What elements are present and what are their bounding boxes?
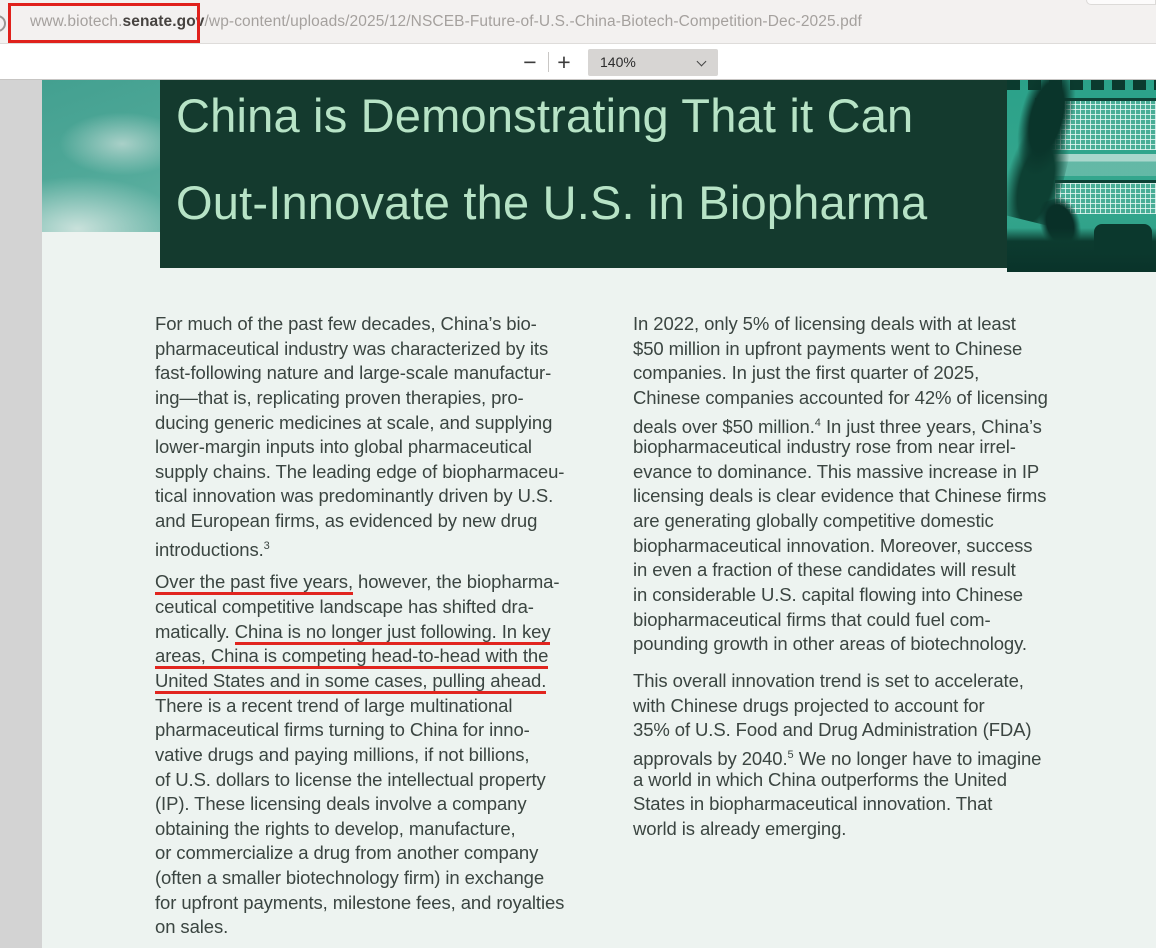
text-segment: on sales.: [155, 916, 229, 938]
text-line: [633, 669, 1048, 694]
text-segment: There is a recent trend of large multinational: [155, 694, 513, 716]
paragraph: [633, 669, 1048, 841]
text-line: [633, 768, 1048, 793]
text-segment: We no longer have to imagine: [793, 747, 1042, 769]
text-segment: (IP). These licensing deals involve a company: [155, 793, 527, 815]
body-column-left: [155, 312, 564, 940]
text-segment: matically.: [155, 620, 235, 642]
text-segment: approvals by 2040.: [633, 747, 788, 769]
text-line: [155, 312, 564, 337]
text-line: [155, 644, 564, 669]
paragraph: [155, 570, 564, 940]
text-segment: In 2022, only 5% of licensing deals with at least: [633, 313, 1016, 334]
browser-tab-remnant: [1086, 0, 1156, 5]
text-segment: of U.S. dollars to license the intellectual property: [155, 768, 546, 790]
text-segment: For much of the past few decades, China’s bio-: [155, 313, 537, 334]
text-line: [633, 509, 1048, 534]
text-line: [155, 792, 564, 817]
text-line: [633, 583, 1048, 608]
browser-url-bar[interactable]: [0, 0, 1156, 44]
photo-detail: [1094, 224, 1152, 254]
text-segment: pharmaceutical industry was characterized by its: [155, 337, 549, 359]
text-segment: ing—that is, replicating proven therapies, pro-: [155, 386, 524, 408]
text-line: [155, 386, 564, 411]
footnote-ref: 3: [263, 539, 270, 552]
text-line: [633, 608, 1048, 633]
text-line: [155, 534, 564, 559]
text-segment: deals over $50 million.: [633, 415, 815, 437]
text-segment: (often a smaller biotechnology firm) in exchange: [155, 867, 545, 889]
text-line: [633, 694, 1048, 719]
text-segment: licensing deals is clear evidence that Chinese firms: [633, 485, 1047, 507]
text-line: [155, 361, 564, 386]
text-segment: ducing generic medicines at scale, and supplying: [155, 411, 553, 433]
text-segment: companies. In just the first quarter of 2025,: [633, 362, 980, 384]
chevron-down-icon: [697, 57, 707, 67]
pdf-viewer[interactable]: [0, 80, 1156, 948]
text-line: [155, 718, 564, 743]
text-segment: or commercialize a drug from another company: [155, 842, 539, 864]
red-underlined-text: United States and in some cases, pulling ahead.: [155, 670, 546, 694]
reload-icon[interactable]: [0, 15, 6, 32]
zoom-out-button[interactable]: −: [519, 47, 541, 77]
header-photo-left: [42, 80, 160, 232]
zoom-level-select[interactable]: [588, 49, 718, 76]
body-column-right: [633, 312, 1048, 841]
text-line: [155, 620, 564, 645]
zoom-level-value: 140%: [600, 54, 636, 70]
text-line: [633, 718, 1048, 743]
text-line: [155, 866, 564, 891]
text-segment: pharmaceutical firms turning to China for inno-: [155, 719, 530, 741]
page-title-line-1: China is Demonstrating That it Can: [176, 89, 914, 142]
red-underlined-text: Over the past five years,: [155, 571, 353, 595]
paragraph: [155, 312, 564, 558]
text-line: [633, 361, 1048, 386]
text-line: [155, 768, 564, 793]
text-segment: vative drugs and paying millions, if not billions,: [155, 743, 530, 765]
text-line: [155, 411, 564, 436]
zoom-in-button[interactable]: +: [553, 47, 575, 77]
text-line: [155, 841, 564, 866]
text-line: [633, 484, 1048, 509]
text-line: [155, 460, 564, 485]
text-segment: 35% of U.S. Food and Drug Administration (FDA): [633, 719, 1032, 741]
toolbar-divider: [548, 52, 549, 72]
text-segment: in even a fraction of these candidates will result: [633, 559, 1016, 581]
red-underlined-text: China is no longer just following. In key: [235, 621, 551, 645]
text-segment: evance to dominance. This massive increase in IP: [633, 460, 1040, 482]
text-segment: Chinese companies accounted for 42% of licensing: [633, 386, 1048, 408]
text-segment: biopharmaceutical firms that could fuel com-: [633, 608, 991, 630]
text-line: [633, 337, 1048, 362]
text-segment: $50 million in upfront payments went to Chinese: [633, 337, 1023, 359]
page-title-line-2: Out-Innovate the U.S. in Biopharma: [176, 176, 928, 229]
text-line: [155, 915, 564, 940]
text-segment: In just three years, China’s: [820, 415, 1042, 437]
text-line: [155, 817, 564, 842]
text-segment: are generating globally competitive domestic: [633, 510, 994, 532]
text-line: [155, 669, 564, 694]
text-line: [633, 411, 1048, 436]
url-prefix: www.biotech.: [30, 13, 123, 30]
text-segment: for upfront payments, milestone fees, and royalties: [155, 891, 565, 913]
text-line: [633, 558, 1048, 583]
text-segment: obtaining the rights to develop, manufacture,: [155, 817, 516, 839]
text-line: [155, 484, 564, 509]
text-segment: however, the biopharma-: [353, 571, 560, 593]
text-line: [155, 435, 564, 460]
text-segment: tical innovation was predominantly driven by U.S.: [155, 485, 554, 507]
paragraph: [633, 312, 1048, 657]
url-domain: senate.gov: [122, 13, 205, 30]
text-segment: and European firms, as evidenced by new drug: [155, 510, 538, 532]
pdf-toolbar: [0, 44, 1156, 80]
url-highlight-box: [8, 3, 200, 43]
header-photo-right: [1007, 80, 1156, 272]
text-line: [633, 435, 1048, 460]
text-line: [633, 460, 1048, 485]
text-line: [155, 509, 564, 534]
text-segment: biopharmaceutical industry rose from near irrel-: [633, 436, 1016, 458]
text-line: [633, 312, 1048, 337]
text-segment: supply chains. The leading edge of biopharmaceu-: [155, 460, 565, 482]
text-segment: with Chinese drugs projected to account for: [633, 694, 985, 716]
article-title-banner: [160, 80, 1007, 268]
text-line: [633, 817, 1048, 842]
text-segment: ceutical competitive landscape has shifted dra-: [155, 596, 534, 618]
text-segment: introductions.: [155, 538, 264, 560]
text-segment: States in biopharmaceutical innovation. That: [633, 793, 993, 815]
text-line: [633, 743, 1048, 768]
footnote-ref: 4: [814, 416, 821, 429]
footnote-ref: 5: [787, 748, 794, 761]
url-path: /wp-content/uploads/2025/12/NSCEB-Future-of-U.S.-China-Biotech-Competition-Dec-2025.pdf: [204, 13, 862, 30]
text-line: [633, 632, 1048, 657]
text-line: [155, 337, 564, 362]
text-segment: biopharmaceutical innovation. Moreover, success: [633, 534, 1033, 556]
text-line: [155, 694, 564, 719]
text-line: [633, 792, 1048, 817]
text-line: [155, 570, 564, 595]
text-segment: a world in which China outperforms the United: [633, 768, 1007, 790]
text-segment: world is already emerging.: [633, 817, 847, 839]
pdf-page: [42, 80, 1156, 948]
text-line: [633, 386, 1048, 411]
text-line: [633, 534, 1048, 559]
text-segment: This overall innovation trend is set to accelerate,: [633, 669, 1024, 691]
text-segment: pounding growth in other areas of biotechnology.: [633, 633, 1027, 655]
red-underlined-text: areas, China is competing head-to-head with the: [155, 645, 548, 669]
text-segment: in considerable U.S. capital flowing into Chinese: [633, 584, 1023, 606]
text-line: [155, 743, 564, 768]
text-line: [155, 891, 564, 916]
text-line: [155, 595, 564, 620]
text-segment: fast-following nature and large-scale manufactur-: [155, 362, 552, 384]
text-segment: lower-margin inputs into global pharmaceutical: [155, 436, 532, 458]
